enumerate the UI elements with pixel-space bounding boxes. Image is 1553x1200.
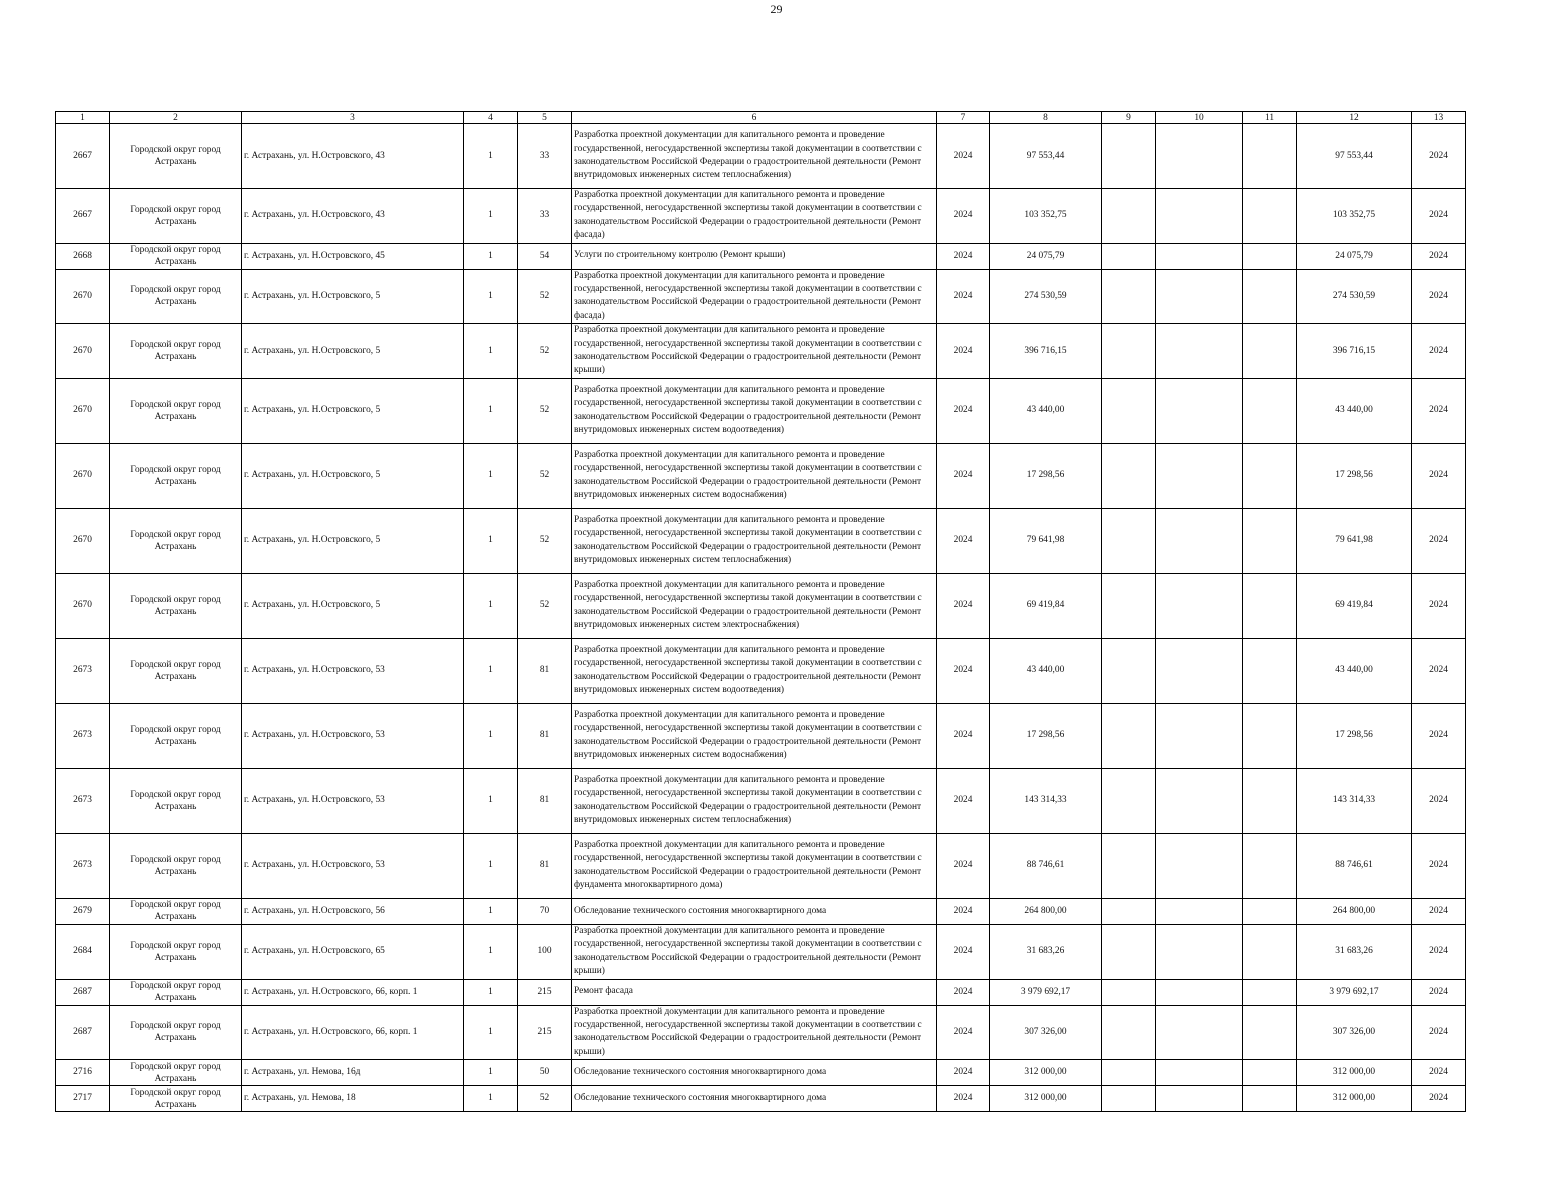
table-row [56,703,1466,768]
col-10-cell [1156,243,1243,269]
col-10-cell [1156,1005,1243,1060]
col-9-cell [1102,324,1156,379]
amount-cell: 143 314,33 [990,768,1102,833]
amount-cell: 31 683,26 [990,924,1102,979]
apartment-count-cell: 81 [518,768,572,833]
col-9-cell [1102,443,1156,508]
municipality-cell: Городской округ город Астрахань [110,1005,242,1060]
amount-total-cell: 396 716,15 [1297,324,1412,379]
apartment-count-cell: 81 [518,638,572,703]
apartment-count-cell: 52 [518,324,572,379]
col-9-cell [1102,1060,1156,1086]
row-number-cell: 2670 [56,324,110,379]
municipality-cell: Городской округ город Астрахань [110,508,242,573]
municipality-cell: Городской округ город Астрахань [110,269,242,324]
col-11-cell [1243,324,1297,379]
municipality-cell: Городской округ город Астрахань [110,638,242,703]
amount-total-cell: 307 326,00 [1297,1005,1412,1060]
completion-year-cell: 2024 [1412,324,1466,379]
work-type-cell: Разработка проектной документации для капитального ремонта и проведение государственной, негосударственной экспертизы такой документации в соответствии с законодательством Российской Федерации о градостроительной деятельности (Ремонт фасада) [572,189,937,244]
address-cell: г. Астрахань, ул. Н.Островского, 53 [242,768,464,833]
year-cell: 2024 [937,768,990,833]
amount-total-cell: 103 352,75 [1297,189,1412,244]
completion-year-cell: 2024 [1412,124,1466,189]
capital-repair-table [55,111,1466,1112]
year-cell: 2024 [937,979,990,1005]
work-type-cell: Разработка проектной документации для капитального ремонта и проведение государственной, негосударственной экспертизы такой документации в соответствии с законодательством Российской Федерации о градостроительной деятельности (Ремонт внутридомовых инженерных систем водоотведения) [572,638,937,703]
column-header: 6 [572,112,937,124]
apartment-count-cell: 215 [518,1005,572,1060]
row-number-cell: 2670 [56,443,110,508]
municipality-cell: Городской округ город Астрахань [110,703,242,768]
work-type-cell: Разработка проектной документации для капитального ремонта и проведение государственной, негосударственной экспертизы такой документации в соответствии с законодательством Российской Федерации о градостроительной деятельности (Ремонт крыши) [572,1005,937,1060]
municipality-cell: Городской округ город Астрахань [110,898,242,924]
amount-total-cell: 17 298,56 [1297,703,1412,768]
completion-year-cell: 2024 [1412,443,1466,508]
amount-cell: 17 298,56 [990,703,1102,768]
year-cell: 2024 [937,508,990,573]
col-9-cell [1102,508,1156,573]
work-type-cell: Разработка проектной документации для капитального ремонта и проведение государственной, негосударственной экспертизы такой документации в соответствии с законодательством Российской Федерации о градостроительной деятельности (Ремонт внутридомовых инженерных систем водоснабжения) [572,443,937,508]
table-row [56,573,1466,638]
address-cell: г. Астрахань, ул. Н.Островского, 53 [242,833,464,898]
table-row [56,443,1466,508]
amount-total-cell: 88 746,61 [1297,833,1412,898]
col-11-cell [1243,979,1297,1005]
house-count-cell: 1 [464,443,518,508]
year-cell: 2024 [937,243,990,269]
year-cell: 2024 [937,324,990,379]
house-count-cell: 1 [464,924,518,979]
amount-total-cell: 264 800,00 [1297,898,1412,924]
year-cell: 2024 [937,1060,990,1086]
amount-cell: 88 746,61 [990,833,1102,898]
row-number-cell: 2670 [56,508,110,573]
year-cell: 2024 [937,833,990,898]
work-type-cell: Обследование технического состояния многоквартирного дома [572,1086,937,1112]
house-count-cell: 1 [464,1086,518,1112]
apartment-count-cell: 33 [518,124,572,189]
apartment-count-cell: 54 [518,243,572,269]
amount-cell: 307 326,00 [990,1005,1102,1060]
col-9-cell [1102,703,1156,768]
completion-year-cell: 2024 [1412,1060,1466,1086]
col-10-cell [1156,768,1243,833]
municipality-cell: Городской округ город Астрахань [110,573,242,638]
completion-year-cell: 2024 [1412,979,1466,1005]
column-header: 11 [1243,112,1297,124]
municipality-cell: Городской округ город Астрахань [110,443,242,508]
column-header: 2 [110,112,242,124]
amount-total-cell: 312 000,00 [1297,1060,1412,1086]
work-type-cell: Разработка проектной документации для капитального ремонта и проведение государственной, негосударственной экспертизы такой документации в соответствии с законодательством Российской Федерации о градостроительной деятельности (Ремонт внутридомовых инженерных систем теплоснабжения) [572,124,937,189]
table-row [56,924,1466,979]
col-10-cell [1156,638,1243,703]
table-row [56,979,1466,1005]
completion-year-cell: 2024 [1412,573,1466,638]
house-count-cell: 1 [464,269,518,324]
col-10-cell [1156,189,1243,244]
row-number-cell: 2670 [56,269,110,324]
work-type-cell: Разработка проектной документации для капитального ремонта и проведение государственной, негосударственной экспертизы такой документации в соответствии с законодательством Российской Федерации о градостроительной деятельности (Ремонт внутридомовых инженерных систем водоснабжения) [572,703,937,768]
col-9-cell [1102,979,1156,1005]
table-row [56,324,1466,379]
house-count-cell: 1 [464,703,518,768]
column-header: 10 [1156,112,1243,124]
amount-cell: 3 979 692,17 [990,979,1102,1005]
year-cell: 2024 [937,1086,990,1112]
house-count-cell: 1 [464,243,518,269]
table-row [56,269,1466,324]
apartment-count-cell: 52 [518,573,572,638]
amount-total-cell: 97 553,44 [1297,124,1412,189]
col-9-cell [1102,638,1156,703]
house-count-cell: 1 [464,979,518,1005]
year-cell: 2024 [937,924,990,979]
row-number-cell: 2673 [56,768,110,833]
apartment-count-cell: 81 [518,833,572,898]
col-9-cell [1102,378,1156,443]
column-header: 9 [1102,112,1156,124]
completion-year-cell: 2024 [1412,189,1466,244]
amount-cell: 264 800,00 [990,898,1102,924]
col-11-cell [1243,638,1297,703]
completion-year-cell: 2024 [1412,508,1466,573]
col-11-cell [1243,1086,1297,1112]
col-11-cell [1243,1060,1297,1086]
year-cell: 2024 [937,189,990,244]
row-number-cell: 2668 [56,243,110,269]
column-header: 3 [242,112,464,124]
table-row [56,508,1466,573]
col-10-cell [1156,324,1243,379]
municipality-cell: Городской округ город Астрахань [110,378,242,443]
apartment-count-cell: 33 [518,189,572,244]
apartment-count-cell: 52 [518,1086,572,1112]
address-cell: г. Астрахань, ул. Н.Островского, 53 [242,703,464,768]
address-cell: г. Астрахань, ул. Немова, 18 [242,1086,464,1112]
municipality-cell: Городской округ город Астрахань [110,1060,242,1086]
page-number: 29 [770,2,783,16]
house-count-cell: 1 [464,768,518,833]
house-count-cell: 1 [464,573,518,638]
amount-total-cell: 24 075,79 [1297,243,1412,269]
table-row [56,768,1466,833]
address-cell: г. Астрахань, ул. Н.Островского, 65 [242,924,464,979]
address-cell: г. Астрахань, ул. Н.Островского, 5 [242,269,464,324]
work-type-cell: Обследование технического состояния многоквартирного дома [572,898,937,924]
row-number-cell: 2716 [56,1060,110,1086]
col-9-cell [1102,573,1156,638]
completion-year-cell: 2024 [1412,768,1466,833]
table-row [56,638,1466,703]
amount-cell: 79 641,98 [990,508,1102,573]
col-11-cell [1243,378,1297,443]
row-number-cell: 2673 [56,703,110,768]
col-9-cell [1102,243,1156,269]
amount-cell: 43 440,00 [990,378,1102,443]
work-type-cell: Разработка проектной документации для капитального ремонта и проведение государственной, негосударственной экспертизы такой документации в соответствии с законодательством Российской Федерации о градостроительной деятельности (Ремонт внутридомовых инженерных систем электроснабжения) [572,573,937,638]
column-header: 13 [1412,112,1466,124]
address-cell: г. Астрахань, ул. Н.Островского, 53 [242,638,464,703]
col-11-cell [1243,269,1297,324]
amount-cell: 17 298,56 [990,443,1102,508]
address-cell: г. Астрахань, ул. Н.Островского, 66, корп. 1 [242,1005,464,1060]
row-number-cell: 2687 [56,979,110,1005]
house-count-cell: 1 [464,508,518,573]
col-9-cell [1102,768,1156,833]
col-11-cell [1243,573,1297,638]
table-row [56,1086,1466,1112]
row-number-cell: 2679 [56,898,110,924]
completion-year-cell: 2024 [1412,924,1466,979]
table-row [56,124,1466,189]
amount-total-cell: 43 440,00 [1297,638,1412,703]
col-11-cell [1243,443,1297,508]
house-count-cell: 1 [464,189,518,244]
table-row [56,1060,1466,1086]
year-cell: 2024 [937,269,990,324]
amount-cell: 312 000,00 [990,1086,1102,1112]
col-9-cell [1102,269,1156,324]
amount-total-cell: 43 440,00 [1297,378,1412,443]
address-cell: г. Астрахань, ул. Н.Островского, 43 [242,189,464,244]
work-type-cell: Обследование технического состояния многоквартирного дома [572,1060,937,1086]
house-count-cell: 1 [464,1005,518,1060]
year-cell: 2024 [937,443,990,508]
house-count-cell: 1 [464,324,518,379]
address-cell: г. Астрахань, ул. Немова, 16д [242,1060,464,1086]
address-cell: г. Астрахань, ул. Н.Островского, 5 [242,443,464,508]
col-11-cell [1243,243,1297,269]
amount-total-cell: 17 298,56 [1297,443,1412,508]
row-number-cell: 2670 [56,573,110,638]
completion-year-cell: 2024 [1412,898,1466,924]
house-count-cell: 1 [464,124,518,189]
address-cell: г. Астрахань, ул. Н.Островского, 5 [242,324,464,379]
year-cell: 2024 [937,638,990,703]
amount-cell: 24 075,79 [990,243,1102,269]
table-row [56,898,1466,924]
house-count-cell: 1 [464,833,518,898]
col-10-cell [1156,833,1243,898]
amount-total-cell: 3 979 692,17 [1297,979,1412,1005]
house-count-cell: 1 [464,378,518,443]
table-row [56,1005,1466,1060]
work-type-cell: Разработка проектной документации для капитального ремонта и проведение государственной, негосударственной экспертизы такой документации в соответствии с законодательством Российской Федерации о градостроительной деятельности (Ремонт внутридомовых инженерных систем водоотведения) [572,378,937,443]
col-10-cell [1156,924,1243,979]
amount-cell: 97 553,44 [990,124,1102,189]
amount-total-cell: 79 641,98 [1297,508,1412,573]
col-10-cell [1156,1086,1243,1112]
year-cell: 2024 [937,898,990,924]
col-10-cell [1156,269,1243,324]
table-row [56,189,1466,244]
row-number-cell: 2673 [56,833,110,898]
municipality-cell: Городской округ город Астрахань [110,189,242,244]
col-9-cell [1102,1086,1156,1112]
apartment-count-cell: 52 [518,508,572,573]
table-row [56,378,1466,443]
work-type-cell: Разработка проектной документации для капитального ремонта и проведение государственной, негосударственной экспертизы такой документации в соответствии с законодательством Российской Федерации о градостроительной деятельности (Ремонт внутридомовых инженерных систем теплоснабжения) [572,508,937,573]
apartment-count-cell: 70 [518,898,572,924]
col-11-cell [1243,189,1297,244]
apartment-count-cell: 52 [518,443,572,508]
address-cell: г. Астрахань, ул. Н.Островского, 45 [242,243,464,269]
table-row [56,243,1466,269]
apartment-count-cell: 100 [518,924,572,979]
address-cell: г. Астрахань, ул. Н.Островского, 66, корп. 1 [242,979,464,1005]
column-header: 8 [990,112,1102,124]
work-type-cell: Разработка проектной документации для капитального ремонта и проведение государственной, негосударственной экспертизы такой документации в соответствии с законодательством Российской Федерации о градостроительной деятельности (Ремонт фасада) [572,269,937,324]
column-header: 5 [518,112,572,124]
col-11-cell [1243,1005,1297,1060]
col-9-cell [1102,1005,1156,1060]
work-type-cell: Разработка проектной документации для капитального ремонта и проведение государственной, негосударственной экспертизы такой документации в соответствии с законодательством Российской Федерации о градостроительной деятельности (Ремонт крыши) [572,924,937,979]
completion-year-cell: 2024 [1412,243,1466,269]
municipality-cell: Городской округ город Астрахань [110,124,242,189]
year-cell: 2024 [937,124,990,189]
amount-cell: 396 716,15 [990,324,1102,379]
amount-total-cell: 312 000,00 [1297,1086,1412,1112]
completion-year-cell: 2024 [1412,1005,1466,1060]
table-row [56,833,1466,898]
completion-year-cell: 2024 [1412,638,1466,703]
row-number-cell: 2667 [56,124,110,189]
col-9-cell [1102,833,1156,898]
column-header: 4 [464,112,518,124]
amount-total-cell: 274 530,59 [1297,269,1412,324]
row-number-cell: 2687 [56,1005,110,1060]
row-number-cell: 2717 [56,1086,110,1112]
amount-cell: 103 352,75 [990,189,1102,244]
col-11-cell [1243,833,1297,898]
address-cell: г. Астрахань, ул. Н.Островского, 5 [242,573,464,638]
col-10-cell [1156,508,1243,573]
col-11-cell [1243,898,1297,924]
col-10-cell [1156,443,1243,508]
house-count-cell: 1 [464,1060,518,1086]
completion-year-cell: 2024 [1412,1086,1466,1112]
col-10-cell [1156,124,1243,189]
apartment-count-cell: 52 [518,378,572,443]
column-header: 12 [1297,112,1412,124]
house-count-cell: 1 [464,638,518,703]
completion-year-cell: 2024 [1412,269,1466,324]
house-count-cell: 1 [464,898,518,924]
amount-cell: 312 000,00 [990,1060,1102,1086]
col-11-cell [1243,703,1297,768]
col-11-cell [1243,124,1297,189]
table-body [56,124,1466,1112]
work-type-cell: Разработка проектной документации для капитального ремонта и проведение государственной, негосударственной экспертизы такой документации в соответствии с законодательством Российской Федерации о градостроительной деятельности (Ремонт фундамента многоквартирного дома) [572,833,937,898]
row-number-cell: 2673 [56,638,110,703]
work-type-cell: Ремонт фасада [572,979,937,1005]
municipality-cell: Городской округ город Астрахань [110,924,242,979]
work-type-cell: Услуги по строительному контролю (Ремонт крыши) [572,243,937,269]
year-cell: 2024 [937,573,990,638]
column-header: 1 [56,112,110,124]
apartment-count-cell: 52 [518,269,572,324]
row-number-cell: 2670 [56,378,110,443]
col-10-cell [1156,703,1243,768]
col-10-cell [1156,898,1243,924]
municipality-cell: Городской округ город Астрахань [110,979,242,1005]
col-9-cell [1102,189,1156,244]
col-10-cell [1156,573,1243,638]
completion-year-cell: 2024 [1412,378,1466,443]
col-11-cell [1243,768,1297,833]
column-number-header [56,112,1466,124]
municipality-cell: Городской округ город Астрахань [110,243,242,269]
col-11-cell [1243,508,1297,573]
year-cell: 2024 [937,378,990,443]
col-10-cell [1156,1060,1243,1086]
column-header: 7 [937,112,990,124]
municipality-cell: Городской округ город Астрахань [110,768,242,833]
row-number-cell: 2684 [56,924,110,979]
address-cell: г. Астрахань, ул. Н.Островского, 5 [242,378,464,443]
year-cell: 2024 [937,703,990,768]
apartment-count-cell: 215 [518,979,572,1005]
municipality-cell: Городской округ город Астрахань [110,833,242,898]
amount-total-cell: 31 683,26 [1297,924,1412,979]
col-9-cell [1102,898,1156,924]
municipality-cell: Городской округ город Астрахань [110,1086,242,1112]
address-cell: г. Астрахань, ул. Н.Островского, 43 [242,124,464,189]
col-9-cell [1102,924,1156,979]
amount-cell: 69 419,84 [990,573,1102,638]
completion-year-cell: 2024 [1412,703,1466,768]
col-10-cell [1156,378,1243,443]
address-cell: г. Астрахань, ул. Н.Островского, 56 [242,898,464,924]
row-number-cell: 2667 [56,189,110,244]
completion-year-cell: 2024 [1412,833,1466,898]
apartment-count-cell: 81 [518,703,572,768]
amount-cell: 274 530,59 [990,269,1102,324]
year-cell: 2024 [937,1005,990,1060]
work-type-cell: Разработка проектной документации для капитального ремонта и проведение государственной, негосударственной экспертизы такой документации в соответствии с законодательством Российской Федерации о градостроительной деятельности (Ремонт внутридомовых инженерных систем теплоснабжения) [572,768,937,833]
apartment-count-cell: 50 [518,1060,572,1086]
col-11-cell [1243,924,1297,979]
municipality-cell: Городской округ город Астрахань [110,324,242,379]
amount-total-cell: 143 314,33 [1297,768,1412,833]
amount-cell: 43 440,00 [990,638,1102,703]
col-9-cell [1102,124,1156,189]
amount-total-cell: 69 419,84 [1297,573,1412,638]
address-cell: г. Астрахань, ул. Н.Островского, 5 [242,508,464,573]
work-type-cell: Разработка проектной документации для капитального ремонта и проведение государственной, негосударственной экспертизы такой документации в соответствии с законодательством Российской Федерации о градостроительной деятельности (Ремонт крыши) [572,324,937,379]
col-10-cell [1156,979,1243,1005]
